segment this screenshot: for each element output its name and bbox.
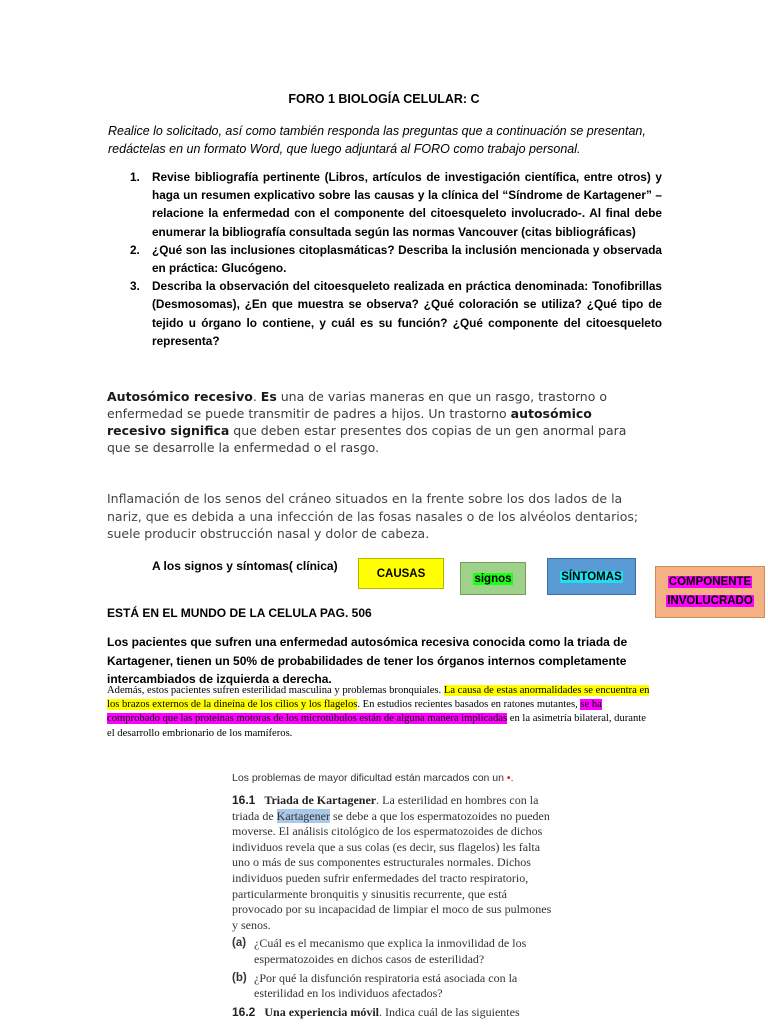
subquestion-a — [232, 936, 560, 967]
inflammation-paragraph: Inflamación de los senos del cráneo situados en la frente sobre los dos lados de la nariz, que es debida a una infección de las fosas nasales o de los alvéolos dentarios; suele producir obstrucción nasal y dolor de cabeza. — [107, 491, 639, 541]
question-text: Describa la observación del citoesqueleto realizada en práctica denominada: Tonofibrillas (Desmosomas), ¿En que muestra se observa? ¿Qué coloración se utiliza? ¿Qué tipo de tejido u órgano lo contiene, y cuál es su función? ¿Qué componente del citoesqueleto representa? — [152, 279, 662, 348]
highlight-magenta: se ha comprobado que las proteínas motoras de los microtúbulos están de alguna manera implicadas — [107, 699, 602, 725]
sintomas-box — [547, 558, 636, 595]
definition-text: una de varias maneras en que un rasgo, trastorno o enfermedad se puede transmitir de padres a hijos. Un trastorno — [107, 389, 608, 421]
para-text: en la asimetría bilateral, durante el desarrollo embrionario de los mamíferos. — [107, 713, 646, 739]
document-title: FORO 1 BIOLOGÍA CELULAR: C — [288, 92, 480, 106]
problem-number: 16.1 — [232, 793, 256, 807]
header-end: . — [510, 772, 514, 784]
subquestion-text: ¿Por qué la disfunción respiratoria está asociada con la esterilidad en los individuos afectados? — [254, 970, 518, 1001]
question-number: 1. — [130, 170, 140, 184]
header-text: Los problemas de mayor dificultad están marcados con un — [232, 772, 504, 784]
para-text: . En estudios recientes basados en ratones mutantes, — [357, 699, 581, 711]
sintomas-label: SÍNTOMAS — [561, 570, 622, 583]
problem-16-2 — [232, 1005, 560, 1021]
textbook-excerpt-image — [220, 764, 576, 1024]
para-text: Además, estos pacientes sufren esterilidad masculina y problemas bronquiales. — [107, 685, 444, 696]
highlight-blue: Kartagener — [276, 808, 330, 823]
problem-16-1 — [232, 793, 560, 933]
patients-paragraph: Los pacientes que sufren una enfermedad autosómica recesiva conocida como la triada de Kartagener, tienen un 50% de probabilidades de tener los órganos internos completamente intercambiados de izquierda a derecha. — [107, 635, 628, 686]
question-text: Revise bibliografía pertinente (Libros, artículos de investigación científica, entre otros) y haga un resumen explicativo sobre las causas y la clínica del “Síndrome de Kartagener” – relacione la enfermedad con el componente del citoesqueleto involucrado-. Al final debe enumerar la bibliografía consultada según las normas Vancouver (citas bibliográficas) — [152, 170, 662, 239]
problem-number: 16.2 — [232, 1004, 256, 1019]
question-item — [130, 168, 662, 241]
definition-text: . — [252, 389, 261, 404]
instructions-text: Realice lo solicitado, así como también responda las preguntas que a continuación se presentan, redáctelas en un formato Word, que luego adjuntará al FORO como trabajo personal. — [108, 124, 646, 156]
problem-text: . La esterilidad en hombres con la triada de — [232, 793, 539, 823]
question-number: 2. — [130, 242, 140, 257]
problem-text: se debe a que los espermatozoides no pueden moverse. El análisis citológico de los espermatozoides de dichos individuos revela que a sus colas (es decir, sus flagelos) les falta uno o más de sus componentes estructurales normales. Dichos individuos pueden sufrir enfermedades del tracto respiratorio, particularmente bronquitis y sinusitis recurrente, que está provocado por su incapacidad de limpiar el moco de sus pulmones y senos. — [232, 808, 552, 932]
textbook-header — [232, 772, 514, 784]
textbook-body — [232, 793, 560, 1020]
problem-title: Una experiencia móvil — [264, 1004, 380, 1019]
signos-label: signos — [474, 572, 512, 585]
subquestion-b — [232, 971, 560, 1002]
cilia-paragraph — [107, 684, 655, 741]
subquestion-label: (b) — [232, 971, 247, 984]
definition-term-2: autosómico recesivo significa — [107, 406, 592, 438]
subquestion-label: (a) — [232, 937, 247, 950]
problem-text: . Indica cuál de las siguientes — [379, 1004, 520, 1019]
causas-box — [358, 558, 444, 589]
definition-term: Autosómico recesivo — [107, 389, 253, 404]
componente-label: COMPONENTE — [668, 576, 752, 588]
causas-label: CAUSAS — [376, 567, 426, 580]
problem-title: Triada de Kartagener — [264, 793, 377, 807]
question-number: 3. — [130, 279, 140, 294]
definition-es: Es — [260, 389, 277, 404]
star-marker: • — [506, 772, 511, 784]
question-text: ¿Qué son las inclusiones citoplasmáticas? Describa la inclusión mencionada y observada en práctica: Glucógeno. — [152, 242, 662, 276]
question-item — [130, 241, 662, 277]
question-list — [130, 168, 662, 350]
signos-box — [460, 562, 526, 595]
highlight-yellow: La causa de estas anormalidades se encuentra en los brazos externos de la dineína de los cilios y los flagelos — [107, 685, 650, 711]
definition-text: que deben estar presentes dos copias de un gen anormal para que se desarrolle la enfermedad o el rasgo. — [107, 423, 627, 455]
reference-line: ESTÁ EN EL MUNDO DE LA CELULA PAG. 506 — [107, 606, 372, 620]
signs-label: A los signos y síntomas( clínica) — [152, 559, 338, 573]
componente-box — [655, 566, 765, 618]
involucrado-label: INVOLUCRADO — [667, 595, 753, 607]
question-item — [130, 277, 662, 350]
autosomal-recessive-definition — [107, 388, 652, 456]
subquestion-text: ¿Cuál es el mecanismo que explica la inmovilidad de los espermatozoides en dichos casos de esterilidad? — [254, 936, 527, 966]
